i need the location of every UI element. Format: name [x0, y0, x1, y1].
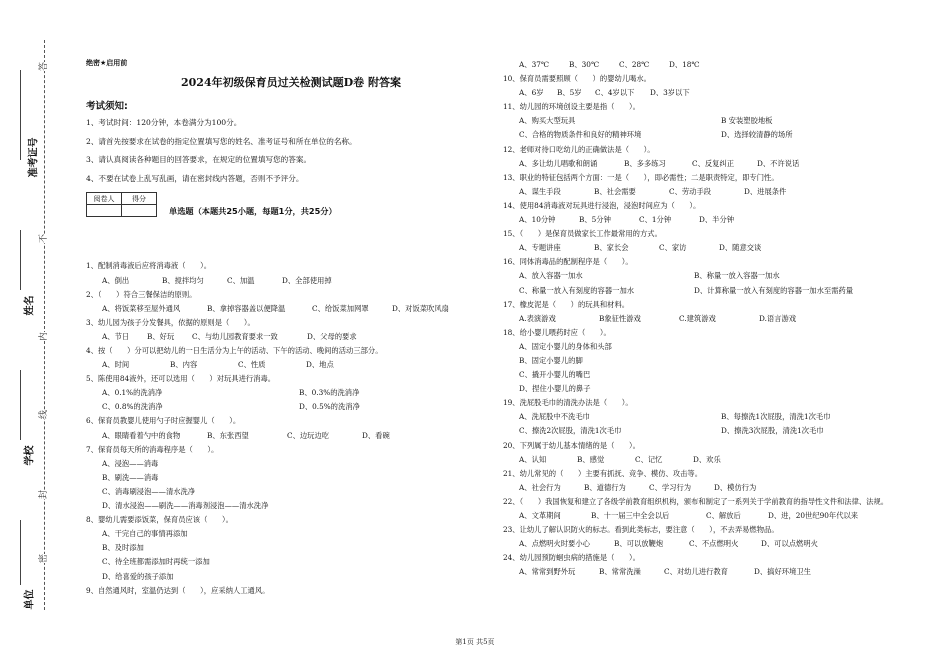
fold-char: 线 — [36, 410, 49, 419]
score-section — [86, 192, 496, 217]
answer-option[interactable]: B、社会需要 — [594, 186, 636, 196]
fold-char: 密 — [36, 554, 49, 563]
seal-line — [44, 40, 45, 610]
question — [86, 288, 496, 316]
answer-option[interactable]: D、父母的要求 — [307, 331, 357, 341]
answer-option[interactable]: B、常常洗澡 — [599, 567, 641, 577]
answer-option[interactable]: D、0.5%的洗消净 — [299, 402, 360, 412]
options-row — [503, 185, 923, 199]
answer-option[interactable]: B、称量一放入容器一加水 — [694, 271, 780, 281]
answer-option[interactable]: B、刷洗——消毒 — [102, 472, 159, 482]
answer-option[interactable]: A、干完自己的事情再添加 — [102, 529, 188, 539]
answer-option[interactable]: D、欢乐 — [693, 454, 721, 464]
question — [86, 372, 496, 414]
question-stem: 2、（ ）符合三餐保洁的原则。 — [86, 289, 197, 299]
notice-item: 1、考试时间：120分钟，本卷满分为100分。 — [86, 118, 242, 127]
options-row — [503, 213, 923, 227]
answer-option[interactable]: C、边玩边吃 — [287, 430, 330, 440]
admission-number-label: 准考证号 — [28, 137, 40, 178]
question — [503, 171, 923, 199]
notice-list — [86, 118, 496, 183]
answer-option[interactable]: B、及时添加 — [102, 543, 144, 553]
school-field[interactable] — [20, 370, 21, 440]
question-stem: 1、配制消毒液后应将消毒液（ ）。 — [86, 261, 212, 271]
answer-option[interactable]: D、对饭菜吹风扇 — [392, 303, 449, 313]
answer-option[interactable]: B、内容 — [170, 360, 198, 370]
options-row — [503, 157, 923, 171]
fold-char: 封 — [36, 490, 49, 499]
answer-option[interactable]: D、捏住小婴儿的鼻子 — [519, 384, 591, 394]
options-row — [503, 565, 923, 579]
answer-option[interactable]: C、解放后 — [706, 511, 741, 520]
question — [503, 58, 923, 72]
notice-item: 2、请首先按要求在试卷的指定位置填写您的姓名、准考证号和所在单位的名称。 — [86, 136, 357, 146]
answer-option[interactable]: D、18℃ — [669, 60, 700, 69]
question — [503, 72, 923, 100]
answer-option[interactable]: D、搞好环境卫生 — [754, 567, 811, 577]
question-stem: 21、幼儿常见的（ ）主要有抓抚、竞争、模仿、攻击等。 — [503, 468, 703, 478]
question — [503, 298, 923, 326]
answer-option[interactable]: A、购买大型玩具 — [519, 116, 576, 126]
question — [86, 414, 496, 442]
answer-option[interactable]: B象征性游戏 — [599, 313, 641, 323]
answer-option[interactable]: C、消毒刷浸泡——清水洗净 — [102, 486, 196, 496]
answer-option[interactable]: C、家访 — [659, 243, 687, 253]
name-label: 姓名 — [24, 295, 36, 316]
question-stem: 17、橡皮泥是（ ）的玩具和材料。 — [503, 299, 630, 309]
answer-option[interactable]: A、认知 — [519, 454, 547, 464]
answer-option[interactable]: D、看碗 — [362, 430, 390, 440]
page-footer: 第1页 共5页 — [455, 638, 495, 646]
answer-option[interactable]: B、5岁 — [557, 88, 582, 98]
answer-option[interactable]: D、进，20世纪90年代以来 — [768, 511, 859, 520]
question-stem: 8、婴幼儿需要添饭菜，保育员应该（ ）。 — [86, 515, 233, 525]
answer-option[interactable]: C、加温 — [227, 275, 255, 285]
answer-option[interactable]: D、计算称量一放入有刻度的容器一加水至需药量 — [694, 285, 854, 295]
question — [86, 259, 496, 287]
answer-option[interactable]: C、称量一放入有刻度的容器一加水 — [519, 285, 635, 295]
answer-option[interactable]: B、多多练习 — [624, 158, 666, 168]
answer-option[interactable]: D、给喜爱的孩子添加 — [102, 571, 174, 581]
question-stem: 3、幼儿园为孩子分发餐具，依据的原则是（ ）。 — [86, 317, 255, 327]
school-label: 学校 — [24, 445, 36, 466]
notice-item: 3、请认真阅读各种题目的回答要求，在规定的位置填写您的答案。 — [86, 155, 312, 165]
answer-option[interactable]: A、洗屁股中不洗毛巾 — [519, 412, 590, 422]
unit-label: 单位 — [24, 589, 36, 610]
question — [503, 326, 923, 396]
question-stem: 18、给小婴儿喂药时应（ ）。 — [503, 327, 611, 337]
options-row — [503, 481, 923, 495]
answer-option[interactable]: A、倒出 — [102, 275, 130, 285]
question-stem: 5、陈使用84液外，还可以选用（ ）对玩具进行消毒。 — [86, 374, 276, 384]
answer-option[interactable]: A、37℃ — [519, 60, 550, 69]
question-stem: 11、幼儿园的环境创设主要是指（ ）。 — [503, 102, 640, 112]
answer-option[interactable]: D、可以点燃明火 — [761, 539, 818, 549]
options-grid — [503, 114, 923, 142]
answer-option[interactable]: A、10分钟 — [519, 215, 556, 225]
question — [503, 143, 923, 171]
reviewer-header: 阅卷人 — [87, 193, 122, 205]
answer-option[interactable]: C、性质 — [238, 360, 266, 370]
question — [503, 100, 923, 142]
question-stem: 10、保育员需要照顾（ ）的婴幼儿喝水。 — [503, 74, 651, 84]
question — [86, 443, 496, 513]
question — [503, 551, 923, 579]
answer-option[interactable]: A、文革期间 — [519, 511, 561, 520]
answer-option[interactable]: D、3岁以下 — [650, 88, 690, 98]
answer-option[interactable]: B、道德行为 — [584, 482, 626, 492]
answer-option[interactable]: B、十一届三中全会以后 — [591, 511, 670, 520]
answer-option[interactable]: C、对幼儿进行教育 — [664, 567, 728, 577]
answer-option[interactable]: D、模仿行为 — [714, 482, 757, 492]
options-row — [503, 312, 923, 326]
answer-option[interactable]: A、专题讲座 — [519, 243, 561, 253]
answer-option[interactable]: B、可以放鞭炮 — [614, 539, 664, 549]
answer-option[interactable]: C、反复纠正 — [692, 158, 735, 168]
fold-char: 答 — [36, 62, 49, 71]
admission-number-field[interactable] — [20, 70, 21, 160]
answer-option[interactable]: B、5分钟 — [579, 215, 611, 225]
question — [86, 584, 496, 598]
options-row — [86, 330, 496, 344]
options-row — [503, 241, 923, 255]
question-stem: 15、（ ）是保育员做家长工作最常用的方式。 — [503, 229, 662, 239]
answer-option[interactable]: C、劳动手段 — [669, 186, 712, 196]
options-row — [503, 537, 923, 551]
answer-option[interactable]: C、0.8%的洗消净 — [102, 402, 163, 412]
question — [503, 255, 923, 297]
answer-option[interactable]: A、眼睛看着勺中的食物 — [102, 430, 181, 440]
question — [86, 344, 496, 372]
answer-option[interactable]: C、28℃ — [619, 60, 650, 69]
answer-option[interactable]: D、随意交谈 — [719, 243, 762, 253]
question-stem: 13、职业的特征包括两个方面：一是（ ），即必需性；二是职责特定，即专门性。 — [503, 172, 779, 182]
answer-option[interactable]: D、擦洗3次屁股，清洗1次毛巾 — [721, 426, 824, 436]
question-list-right — [503, 58, 923, 579]
options-row — [503, 509, 923, 523]
answer-option[interactable]: A、点燃明火时要小心 — [519, 539, 590, 549]
answer-option[interactable]: C、给饭菜加网罩 — [312, 303, 369, 313]
answer-option[interactable]: A、节日 — [102, 331, 130, 341]
score-header: 得分 — [122, 193, 157, 205]
notice-heading: 考试须知: — [86, 101, 128, 112]
answer-option[interactable]: A、常常到野外玩 — [519, 567, 576, 577]
answer-option[interactable]: B、东张西望 — [207, 430, 249, 440]
secret-mark: 绝密★启用前 — [86, 59, 128, 67]
answer-option[interactable]: D.语言游戏 — [759, 313, 797, 323]
answer-option[interactable]: A、谋生手段 — [519, 186, 561, 196]
question-stem: 19、洗屁股毛巾的清洗办法是（ ）。 — [503, 398, 633, 408]
answer-option[interactable]: A、放入容器一加水 — [519, 271, 583, 281]
options-row — [503, 284, 923, 298]
answer-option[interactable]: B 安装塑胶地板 — [721, 116, 773, 126]
question — [503, 523, 923, 551]
options-row — [86, 429, 496, 443]
unit-field[interactable] — [20, 520, 21, 585]
answer-option[interactable]: C、学习行为 — [649, 482, 692, 492]
answer-option[interactable]: A.表演游戏 — [519, 313, 556, 323]
answer-option[interactable]: C、不点燃明火 — [689, 539, 739, 549]
answer-option[interactable]: B、30℃ — [569, 60, 600, 69]
answer-option[interactable]: A、6岁 — [519, 88, 544, 98]
answer-option[interactable]: B、感觉 — [577, 454, 605, 464]
question — [503, 467, 923, 495]
options-row — [503, 86, 923, 100]
answer-option[interactable]: A、多让幼儿唱歌和朗诵 — [519, 158, 598, 168]
answer-option[interactable]: D、清水浸泡——刷洗——消毒剂浸泡——清水洗净 — [102, 501, 269, 511]
section-heading: 单选题（本题共25小题，每题1分，共25分） — [169, 206, 337, 217]
question-stem: 23、让幼儿了解认识防火的标志。看到此类标志，要注意（ ），不去弄易燃物品。 — [503, 525, 779, 535]
binding-margin — [0, 0, 75, 671]
question-stem: 22、（ ）我国恢复和建立了各级学前教育组织机构，颁布和制定了一系列关于学前教育的指导性文件和法律、法规。 — [503, 496, 889, 506]
score-table — [86, 192, 157, 217]
answer-option[interactable]: C、与幼儿园教育要求一致 — [192, 331, 278, 341]
answer-option[interactable]: B、每擦洗1次屁股，清洗1次毛巾 — [721, 412, 831, 422]
answer-option[interactable]: D、全部使用掉 — [282, 275, 332, 285]
answer-option[interactable]: C、1分钟 — [639, 215, 672, 225]
question — [503, 396, 923, 438]
answer-option[interactable]: D、选择较清静的场所 — [721, 130, 793, 140]
answer-option[interactable]: A、浸泡——消毒 — [102, 458, 159, 468]
answer-option[interactable]: A、将饭菜移至屋外通风 — [102, 303, 181, 313]
answer-option[interactable]: D、不许说话 — [757, 158, 800, 168]
question — [86, 513, 496, 583]
options-row — [86, 302, 496, 316]
answer-option[interactable]: B、0.3%的洗消净 — [299, 388, 360, 398]
question-stem: 24、幼儿园预防蛔虫病的措施是（ ）。 — [503, 553, 640, 563]
options-row — [503, 269, 923, 283]
answer-option[interactable]: D、地点 — [306, 360, 334, 370]
question — [86, 316, 496, 344]
answer-option[interactable]: A、0.1%的洗消净 — [102, 388, 163, 398]
answer-option[interactable]: C、撬开小婴儿的嘴巴 — [519, 370, 591, 380]
answer-option[interactable]: A、固定小婴儿的身体和头部 — [519, 341, 612, 351]
notice-item: 4、不要在试卷上乱写乱画，请在密封线内答题，否则不予评分。 — [86, 173, 304, 183]
answer-option[interactable]: A、社会行为 — [519, 482, 561, 492]
answer-option[interactable]: C、合格的物质条件和良好的精神环境 — [519, 130, 642, 140]
left-column — [86, 58, 496, 598]
question — [503, 495, 923, 523]
options-row — [503, 58, 923, 72]
exam-title: 2024年初级保育员过关检测试题D卷 附答案 — [181, 76, 401, 89]
question-stem: 9、自然通风时，室温仍达到（ ），应采纳人工通风。 — [86, 585, 270, 595]
score-cell[interactable] — [122, 205, 157, 217]
fold-char: 不 — [36, 234, 49, 243]
options-row — [86, 274, 496, 288]
answer-option[interactable]: C、4岁以下 — [595, 88, 635, 98]
answer-option[interactable]: D、进展条件 — [744, 186, 787, 196]
question-list-left — [86, 259, 496, 597]
options-row — [503, 453, 923, 467]
question-stem: 12、老师对待口吃幼儿的正确做法是（ ）。 — [503, 144, 655, 154]
reviewer-cell[interactable] — [87, 205, 122, 217]
answer-option[interactable]: A、时间 — [102, 360, 130, 370]
name-field[interactable] — [20, 230, 21, 290]
answer-option[interactable]: B、拿掉容器盖以便降温 — [207, 303, 286, 313]
answer-option[interactable]: C、记忆 — [635, 454, 663, 464]
fold-char: 内 — [36, 332, 49, 341]
options-grid — [503, 410, 923, 438]
question — [503, 227, 923, 255]
question-stem: 6、保育员教婴儿使用勺子时应握婴儿（ ）。 — [86, 416, 241, 426]
answer-option[interactable]: C、待全班都需添加时再统一添加 — [102, 557, 210, 567]
options-row — [86, 358, 496, 372]
options-grid — [86, 386, 496, 414]
answer-option[interactable]: B、好玩 — [147, 331, 175, 341]
answer-option[interactable]: C.建筑游戏 — [679, 313, 716, 323]
answer-option[interactable]: D、半分钟 — [699, 215, 735, 225]
answer-option[interactable]: B、搅拌均匀 — [162, 275, 204, 285]
question-stem: 7、保育员每天所的消毒程序是（ ）。 — [86, 444, 219, 454]
right-column — [503, 58, 923, 579]
question-stem: 14、使用84消毒液对玩具进行浸泡，浸泡时间应为（ ）。 — [503, 200, 701, 210]
answer-option[interactable]: C、擦洗2次屁股，清洗1次毛巾 — [519, 426, 622, 436]
answer-option[interactable]: B、家长会 — [594, 243, 629, 253]
question-stem: 16、同体消毒品的配制程序是（ ）。 — [503, 257, 633, 267]
question-stem: 20、下列属于幼儿基本情绪的是（ ）。 — [503, 440, 640, 450]
answer-option[interactable]: B、固定小婴儿的脚 — [519, 355, 583, 365]
question — [503, 439, 923, 467]
question — [503, 199, 923, 227]
question-stem: 4、按（ ）分可以把幼儿的一日生活分为上午的活动、下午的活动、晚间的活动三部分。 — [86, 346, 383, 355]
